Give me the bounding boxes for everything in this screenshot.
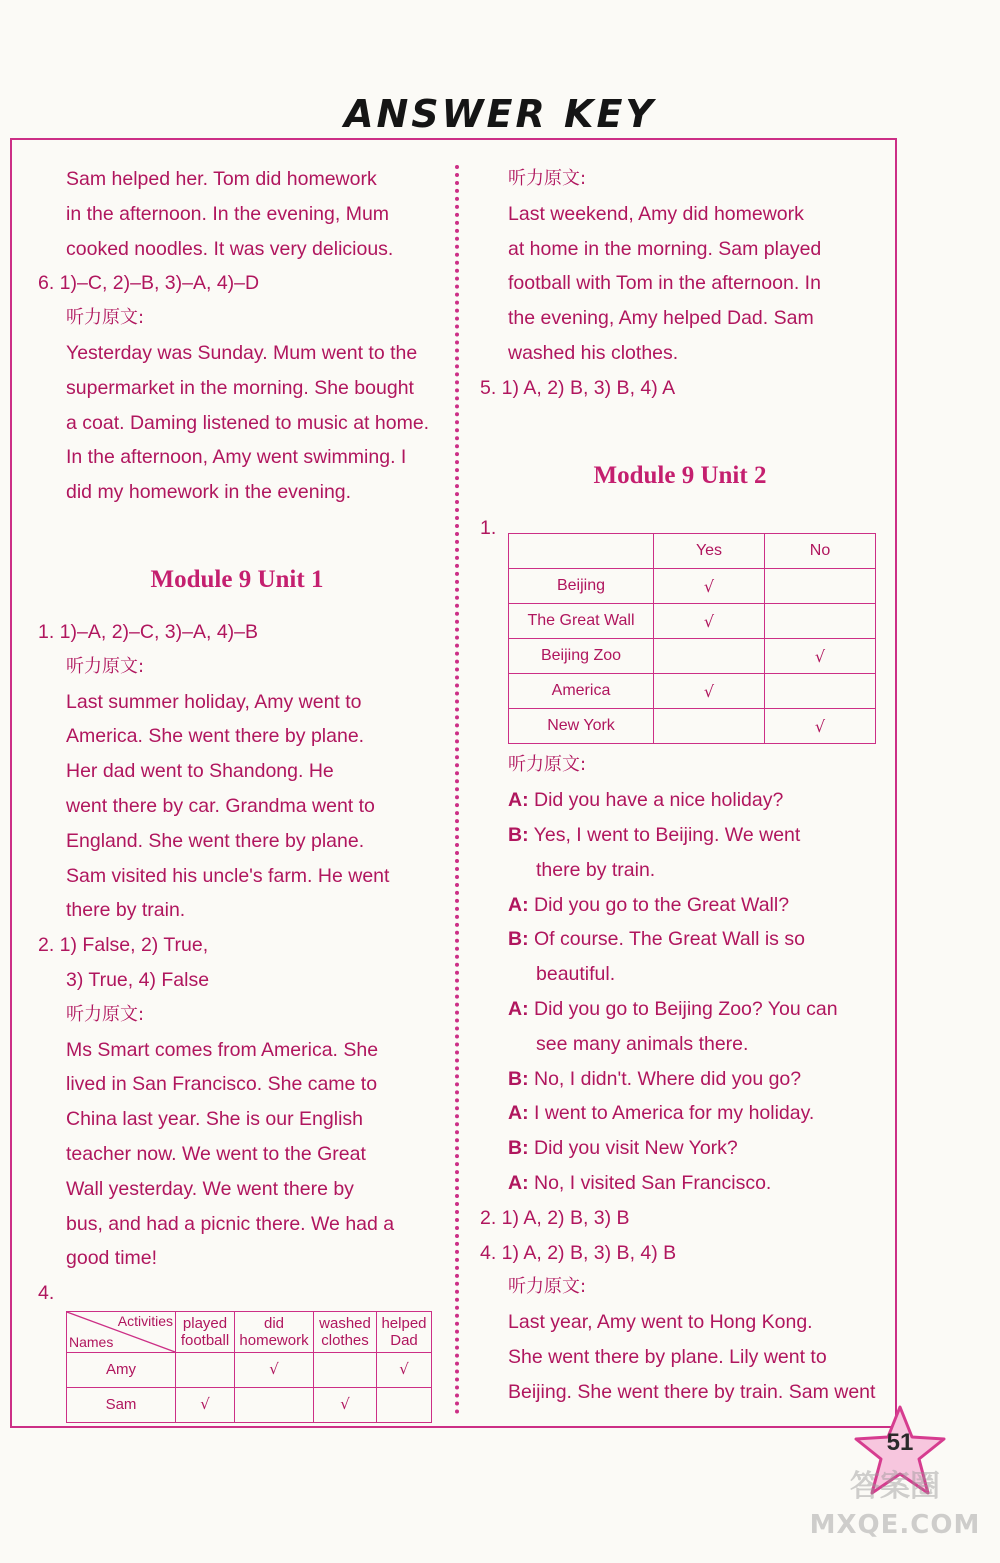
- dialogue-line: B: Of course. The Great Wall is so: [508, 928, 805, 951]
- place-name: The Great Wall: [509, 604, 654, 639]
- script-line: Beijing. She went there by train. Sam went: [508, 1380, 876, 1403]
- script-label: 听力原文:: [508, 1276, 587, 1298]
- row-name: Amy: [67, 1352, 176, 1387]
- table-header: did homework: [235, 1311, 314, 1352]
- speaker-label: B:: [508, 1067, 529, 1090]
- table-header-no: No: [765, 534, 876, 569]
- q6-script-line: In the afternoon, Amy went swimming. I: [66, 446, 407, 469]
- dialogue-line: A: I went to America for my holiday.: [508, 1102, 815, 1125]
- activities-table: [66, 1311, 432, 1423]
- table-cell: √: [377, 1352, 432, 1387]
- script-line: Last weekend, Amy did homework: [508, 202, 804, 225]
- place-name: New York: [509, 709, 654, 744]
- dialogue-line: A: Did you go to the Great Wall?: [508, 893, 790, 916]
- q1-script-line: Last summer holiday, Amy went to: [66, 690, 362, 713]
- q1-label: 1.: [480, 516, 497, 539]
- table-row: [67, 1387, 432, 1422]
- right-column: [480, 162, 880, 1410]
- yes-cell: [654, 709, 765, 744]
- q1-script-line: there by train.: [66, 899, 186, 922]
- no-cell: [765, 674, 876, 709]
- yes-cell: √: [654, 569, 765, 604]
- speaker-label: B:: [508, 823, 529, 846]
- intro-line: Sam helped her. Tom did homework: [66, 168, 377, 190]
- q2-script-line: Wall yesterday. We went there by: [66, 1177, 354, 1200]
- speaker-label: B:: [508, 928, 529, 951]
- q2-answer: 2. 1) A, 2) B, 3) B: [480, 1206, 630, 1229]
- table-cell: [314, 1352, 377, 1387]
- intro-line: in the afternoon. In the evening, Mum: [66, 202, 390, 225]
- speaker-label: A:: [508, 893, 529, 916]
- table-cell: [176, 1352, 235, 1387]
- place-name: America: [509, 674, 654, 709]
- q2-script-line: Ms Smart comes from America. She: [66, 1038, 379, 1061]
- q4-answer: 4. 1) A, 2) B, 3) B, 4) B: [480, 1241, 677, 1264]
- q1-script-line: England. She went there by plane.: [66, 829, 365, 852]
- no-cell: [765, 604, 876, 639]
- table-corner-cell: [67, 1311, 176, 1352]
- script-line: washed his clothes.: [508, 341, 679, 364]
- left-column: [38, 162, 436, 1423]
- q1-script-label: 听力原文:: [66, 655, 145, 677]
- script-line: football with Tom in the afternoon. In: [508, 272, 821, 295]
- table-cell: √: [314, 1387, 377, 1422]
- q4-label: 4.: [38, 1282, 55, 1305]
- table-cell: [235, 1387, 314, 1422]
- watermark-url: MXQE.COM: [809, 1510, 981, 1540]
- speaker-label: B:: [508, 1137, 529, 1160]
- table-row: [509, 709, 876, 744]
- table-row: [509, 604, 876, 639]
- q2-script-line: teacher now. We went to the Great: [66, 1142, 366, 1165]
- q1-script-line: Sam visited his uncle's farm. He went: [66, 864, 390, 887]
- dialogue-line: B: No, I didn't. Where did you go?: [508, 1067, 802, 1090]
- watermark-logo: 答案圈: [850, 1469, 940, 1504]
- module-title-unit1: Module 9 Unit 1: [150, 565, 324, 593]
- q6-script-line: Yesterday was Sunday. Mum went to the: [66, 341, 418, 364]
- table-header-yes: Yes: [654, 534, 765, 569]
- table-cell: √: [235, 1352, 314, 1387]
- q2-script-line: lived in San Francisco. She came to: [66, 1073, 378, 1096]
- table-cell: [377, 1387, 432, 1422]
- script-line: Last year, Amy went to Hong Kong.: [508, 1311, 813, 1334]
- page-number: 51: [886, 1429, 914, 1456]
- q6-script-line: a coat. Daming listened to music at home.: [66, 411, 430, 434]
- place-name: Beijing Zoo: [509, 639, 654, 674]
- q6-script-line: supermarket in the morning. She bought: [66, 376, 414, 399]
- dialogue-line: B: Yes, I went to Beijing. We went: [508, 823, 801, 846]
- script-line: She went there by plane. Lily went to: [508, 1345, 827, 1368]
- table-row: [67, 1352, 432, 1387]
- dialogue-line: beautiful.: [536, 963, 616, 986]
- q1-script-line: Her dad went to Shandong. He: [66, 760, 334, 783]
- dialogue-line: there by train.: [536, 858, 656, 881]
- column-divider: [455, 165, 459, 1415]
- watermark: [790, 1468, 1000, 1544]
- no-cell: [765, 569, 876, 604]
- q2-script-line: bus, and had a picnic there. We had a: [66, 1212, 395, 1235]
- q6-answer: 6. 1)–C, 2)–B, 3)–A, 4)–D: [38, 272, 260, 295]
- row-name: Sam: [67, 1387, 176, 1422]
- speaker-label: A:: [508, 1171, 529, 1194]
- q6-script-line: did my homework in the evening.: [66, 481, 352, 504]
- q2-script-line: good time!: [66, 1247, 158, 1270]
- module-title-unit2: Module 9 Unit 2: [593, 461, 767, 489]
- q5-answer: 5. 1) A, 2) B, 3) B, 4) A: [480, 376, 676, 399]
- dialogue-line: A: Did you have a nice holiday?: [508, 789, 784, 812]
- dialogue-line: see many animals there.: [536, 1032, 749, 1055]
- table-header-empty: [509, 534, 654, 569]
- q1-answer: 1. 1)–A, 2)–C, 3)–A, 4)–B: [38, 620, 259, 643]
- q1-script-line: went there by car. Grandma went to: [66, 794, 375, 817]
- table-row: [509, 639, 876, 674]
- q6-script-label: 听力原文:: [66, 307, 145, 329]
- q1-script-line: America. She went there by plane.: [66, 725, 365, 748]
- dialogue-line: A: Did you go to Beijing Zoo? You can: [508, 997, 838, 1020]
- table-header: washed clothes: [314, 1311, 377, 1352]
- table-row: [509, 569, 876, 604]
- dialogue-label: 听力原文:: [508, 754, 587, 776]
- speaker-label: A:: [508, 1102, 529, 1125]
- no-cell: √: [765, 639, 876, 674]
- script-line: at home in the morning. Sam played: [508, 237, 822, 260]
- table-header: helped Dad: [377, 1311, 432, 1352]
- yes-cell: √: [654, 674, 765, 709]
- places-table: [508, 533, 876, 744]
- yes-cell: [654, 639, 765, 674]
- place-name: Beijing: [509, 569, 654, 604]
- corner-label-activities: Activities: [117, 1312, 173, 1329]
- script-label: 听力原文:: [508, 168, 587, 189]
- corner-label-names: Names: [69, 1333, 114, 1350]
- speaker-label: A:: [508, 789, 529, 812]
- page-header-title: ANSWER KEY: [344, 92, 656, 136]
- script-line: the evening, Amy helped Dad. Sam: [508, 307, 814, 330]
- dialogue-line: A: No, I visited San Francisco.: [508, 1171, 772, 1194]
- q2-answer-line1: 2. 1) False, 2) True,: [38, 934, 209, 957]
- q2-script-line: China last year. She is our English: [66, 1108, 363, 1131]
- speaker-label: A:: [508, 997, 529, 1020]
- table-header: played football: [176, 1311, 235, 1352]
- no-cell: √: [765, 709, 876, 744]
- q2-script-label: 听力原文:: [66, 1003, 145, 1025]
- intro-line: cooked noodles. It was very delicious.: [66, 237, 394, 260]
- q2-answer-line2: 3) True, 4) False: [66, 968, 210, 991]
- yes-cell: √: [654, 604, 765, 639]
- table-row: [509, 674, 876, 709]
- table-cell: √: [176, 1387, 235, 1422]
- dialogue-line: B: Did you visit New York?: [508, 1137, 738, 1160]
